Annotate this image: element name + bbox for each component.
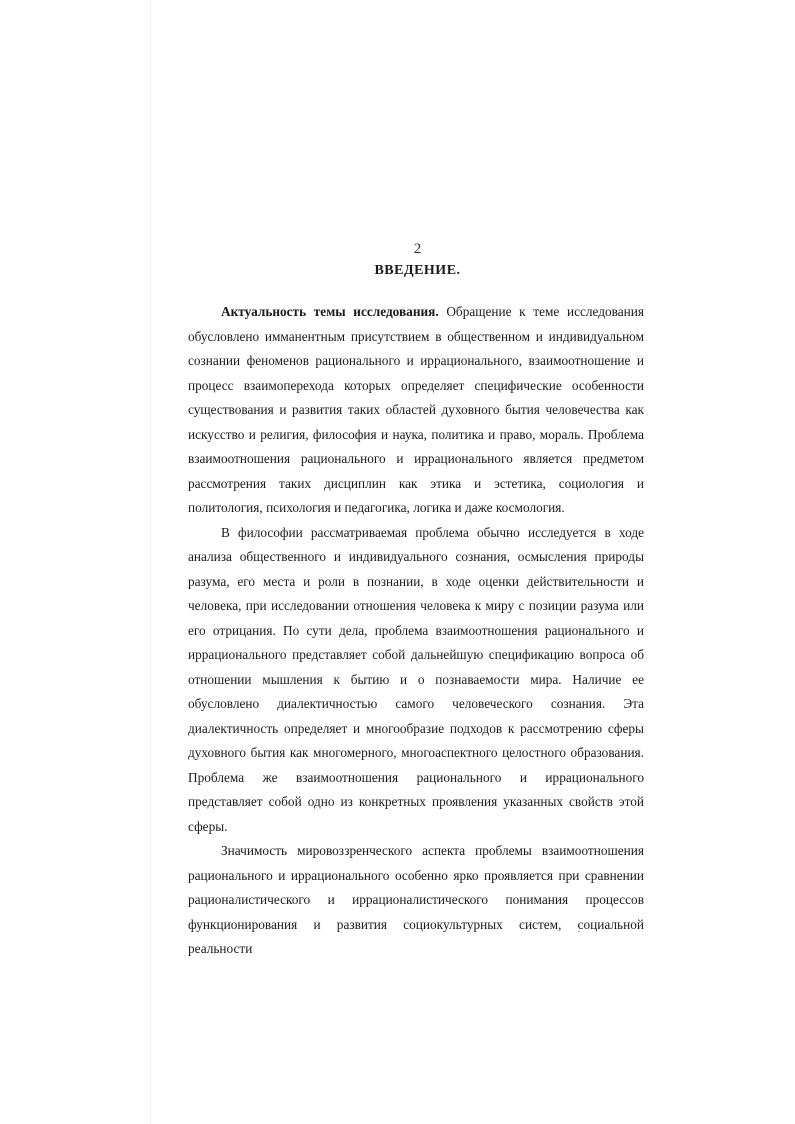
paragraph-relevance: [188, 300, 644, 521]
body-text: [188, 300, 644, 962]
paragraph-text: Обращение к теме исследования обусловлено имманентным присутствием в общественном и индивидуальном сознании феноменов рационального и иррационального, взаимоотношение и процесс взаимоперехода которых определяет специфические особенности существования и развития таких областей духовного бытия человечества как искусство и религия, философия и наука, политика и право, мораль. Проблема взаимоотношения рационального и иррационального является предметом рассмотрения таких дисциплин как этика и эстетика, социология и политология, психология и педагогика, логика и даже космология.: [188, 304, 645, 515]
scan-speck: [578, 931, 580, 932]
scan-edge-shadow: [150, 0, 151, 1124]
section-heading: ВВЕДЕНИЕ.: [374, 263, 461, 278]
paragraph-significance: [188, 839, 644, 962]
paragraph-text: Значимость мировоззренческого аспекта проблемы взаимоотношения рационального и иррационального особенно ярко проявляется при сравнении рационалистического и иррационалистического понимания процессов функционирования и развития социокультурных систем, социальной реальности: [188, 843, 644, 956]
paragraph-text: В философии рассматриваемая проблема обычно исследуется в ходе анализа общественного и индивидуального сознания, осмысления природы разума, его места и роли в познании, в ходе оценки действительности и человека, при исследовании отношения человека к миру с позиции разума или его отрицания. По сути дела, проблема взаимоотношения рационального и иррационального представляет собой дальнейшую спецификацию вопроса об отношении мышления к бытию и о познаваемости мира. Наличие ее обусловлено диалектичностью самого человеческого сознания. Эта диалектичность определяет и многообразие подходов к рассмотрению сферы духовного бытия как многомерного, многоаспектного целостного образования. Проблема же взаимоотношения рационального и иррационального представляет собой одно из конкретных проявления указанных свойств этой сферы.: [188, 524, 644, 834]
page-number: 2: [413, 241, 422, 257]
paragraph-lead: Актуальность темы исследования.: [221, 304, 439, 319]
paragraph-philosophy: [188, 521, 644, 840]
